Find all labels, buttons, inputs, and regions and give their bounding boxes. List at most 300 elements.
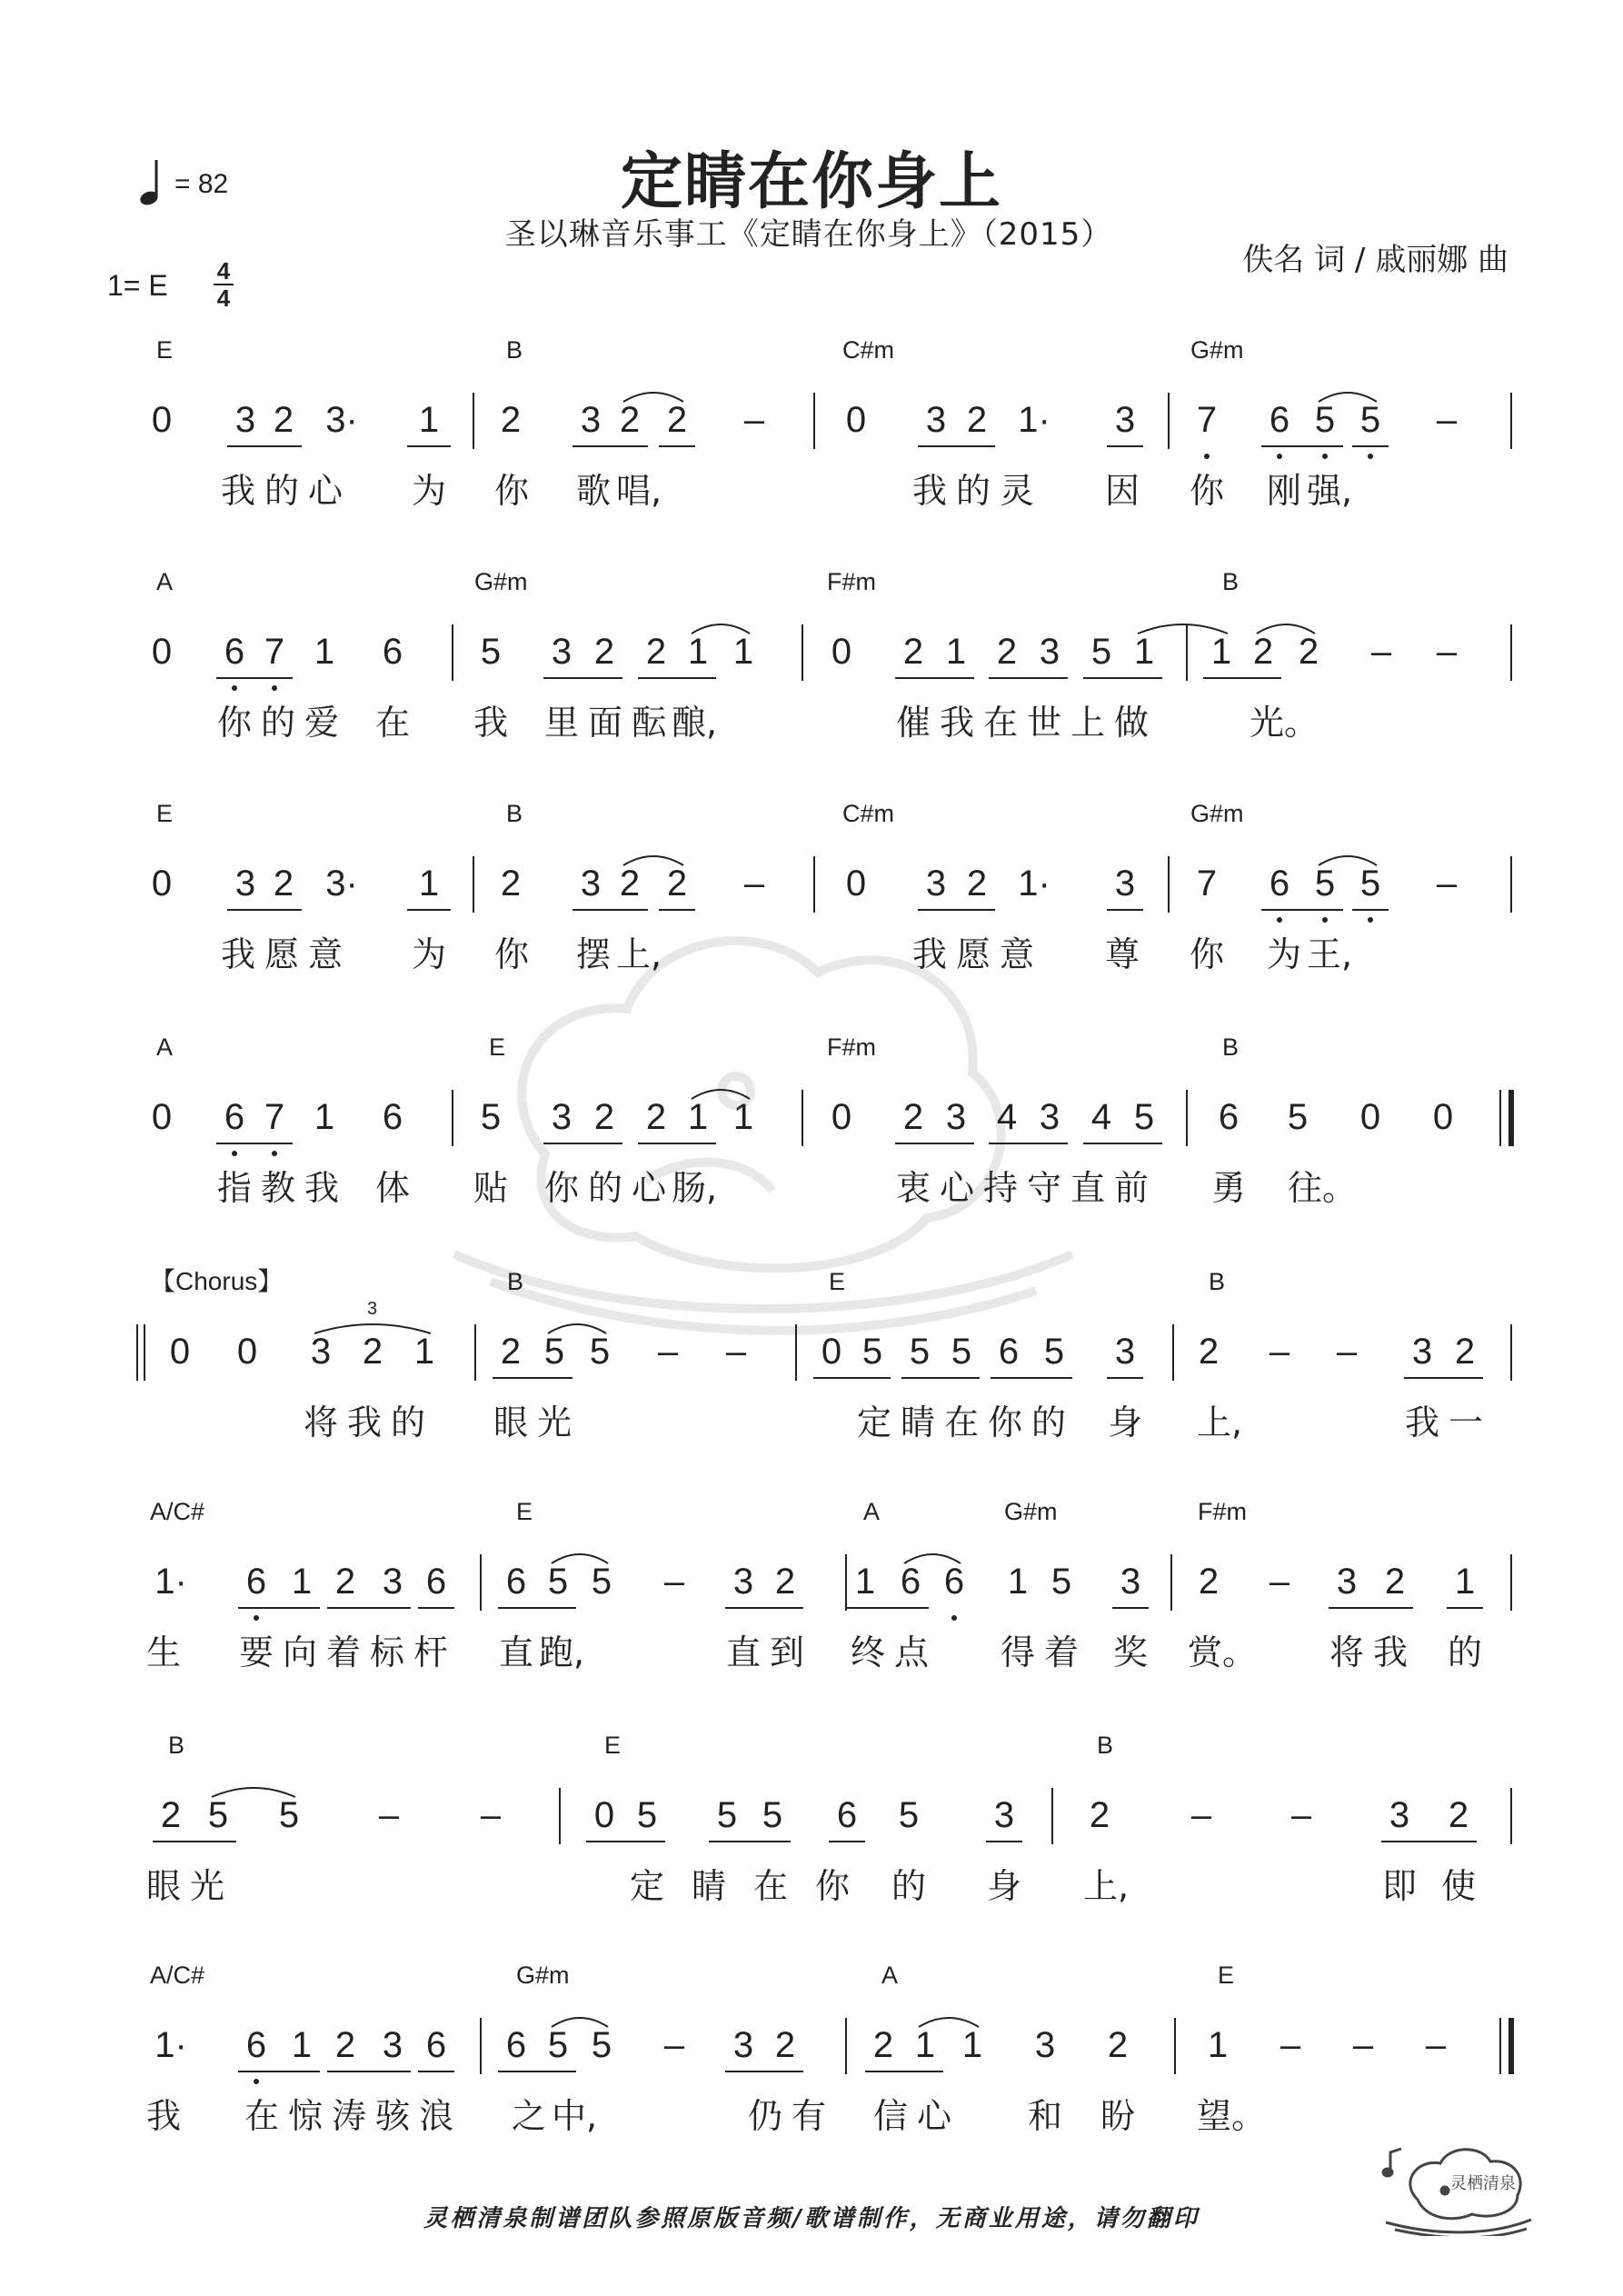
lyric: 刚 xyxy=(1266,471,1301,511)
lyric: 歌 xyxy=(575,471,611,511)
barline xyxy=(1168,393,1170,449)
barline xyxy=(1170,1554,1172,1611)
beam-underline xyxy=(1352,909,1389,911)
note: 3· xyxy=(325,863,358,903)
lyric: 的 xyxy=(1447,1632,1482,1672)
barline xyxy=(473,393,474,449)
note: 2 xyxy=(774,1562,796,1602)
beam-underline xyxy=(1404,1377,1483,1379)
note: 5 xyxy=(480,1097,502,1137)
barline xyxy=(1168,856,1170,913)
logo-text: 灵栖清泉 xyxy=(1450,2174,1516,2193)
note: 2 xyxy=(1252,632,1274,672)
note: 6 xyxy=(245,1562,267,1602)
chord-symbol: A xyxy=(863,1498,881,1525)
note: 3 xyxy=(732,2025,754,2065)
lyric: 着 xyxy=(1043,1632,1079,1672)
beam-underline xyxy=(659,445,695,447)
subtitle: 圣以琳音乐事工《定睛在你身上》（2015） xyxy=(504,216,1113,253)
note: 6 xyxy=(1269,863,1290,903)
beam-underline xyxy=(238,1607,320,1609)
note: 1· xyxy=(154,2025,187,2065)
footer-notice: 灵栖清泉制谱团队参照原版音频/歌谱制作，无商业用途，请勿翻印 xyxy=(423,2205,1200,2232)
note: 6 xyxy=(943,1562,965,1602)
lyric: 的 xyxy=(260,703,295,743)
note: 6 xyxy=(425,2025,447,2065)
note: 2 xyxy=(1298,632,1319,672)
note: 2 xyxy=(619,400,641,440)
note: 3 xyxy=(945,1097,967,1137)
lyric: 你 xyxy=(987,1403,1022,1442)
note: 5 xyxy=(1314,400,1336,440)
beam-underline xyxy=(573,445,648,447)
lyric: 唱, xyxy=(616,471,662,511)
beam-underline xyxy=(989,1143,1068,1144)
slur-mark xyxy=(621,847,686,869)
lyric: 到 xyxy=(769,1632,804,1672)
note: 2 xyxy=(902,632,924,672)
final-barline xyxy=(1499,1090,1501,1146)
note: 5 xyxy=(636,1795,658,1835)
slur-mark xyxy=(549,1545,611,1567)
chord-symbol: B xyxy=(506,800,523,827)
tempo-value: = 82 xyxy=(174,169,229,199)
note: 5 xyxy=(1359,400,1381,440)
lyric: 将 xyxy=(1329,1632,1364,1672)
lyric: 直 xyxy=(1070,1168,1105,1208)
lyric: 光。 xyxy=(1250,703,1319,743)
note: – xyxy=(1290,1795,1312,1835)
chord-symbol: B xyxy=(1097,1732,1114,1759)
octave-dot xyxy=(272,685,277,691)
lyric: 点 xyxy=(893,1632,929,1672)
beam-underline xyxy=(1107,445,1143,447)
lyric: 将 xyxy=(303,1403,338,1442)
note: 6 xyxy=(998,1332,1020,1372)
lyric: 我 xyxy=(220,934,255,974)
lyric: 我 xyxy=(220,471,255,511)
beam-underline xyxy=(216,1143,293,1144)
note: 0 xyxy=(593,1795,615,1835)
beam-underline xyxy=(895,1143,974,1144)
lyric: 我 xyxy=(304,1168,339,1208)
note: 2 xyxy=(774,2025,796,2065)
note: 2 xyxy=(500,863,522,903)
note: 5 xyxy=(543,1332,565,1372)
beam-underline xyxy=(1261,445,1343,447)
beam-underline xyxy=(829,1841,865,1842)
octave-dot xyxy=(254,2079,259,2084)
barline xyxy=(795,1324,797,1381)
lyric: 我 xyxy=(473,703,508,743)
lyric: 标 xyxy=(369,1632,404,1672)
beam-underline xyxy=(1329,1607,1413,1609)
beam-underline xyxy=(238,2071,320,2072)
lyric: 光 xyxy=(536,1403,572,1442)
note: 6 xyxy=(382,1097,403,1137)
lyric: 里 xyxy=(543,703,579,743)
chord-symbol: B xyxy=(1209,1268,1226,1295)
note: 3 xyxy=(310,1332,332,1372)
beam-underline xyxy=(1261,909,1343,911)
note: 6 xyxy=(505,1562,527,1602)
lyric: 上 xyxy=(1070,703,1105,743)
chord-symbol: A/C# xyxy=(150,1498,205,1525)
note: 2 xyxy=(619,863,641,903)
note: – xyxy=(1269,1332,1290,1372)
chord-symbol: C#m xyxy=(842,336,895,364)
note: 1 xyxy=(854,1562,876,1602)
key-signature: 1= E xyxy=(107,269,168,302)
beam-underline xyxy=(725,2071,803,2072)
lyric: 做 xyxy=(1113,703,1149,743)
lyric: 盼 xyxy=(1100,2096,1135,2136)
slur-mark xyxy=(209,1779,298,1801)
note: 1 xyxy=(291,1562,313,1602)
lyric: 面 xyxy=(587,703,622,743)
start-repeat-barline xyxy=(136,1324,138,1381)
lyric: 涛 xyxy=(331,2096,366,2136)
slur-mark xyxy=(689,1081,752,1103)
note: 5 xyxy=(898,1795,920,1835)
chord-symbol: B xyxy=(506,336,523,364)
lyric: 世 xyxy=(1026,703,1061,743)
beam-underline xyxy=(725,1607,803,1609)
note: 2 xyxy=(1198,1562,1220,1602)
lyric: 愿 xyxy=(264,934,299,974)
octave-dot xyxy=(1368,454,1373,459)
octave-dot xyxy=(1368,917,1373,923)
note: 3 xyxy=(1411,1332,1433,1372)
note: 5 xyxy=(861,1332,883,1372)
beam-underline xyxy=(418,1607,454,1609)
chord-symbol: E xyxy=(489,1033,506,1061)
barline xyxy=(802,624,803,681)
lyric: 我 xyxy=(939,703,974,743)
note: 3· xyxy=(325,400,358,440)
lyric: 酿, xyxy=(672,703,718,743)
note: – xyxy=(1436,400,1458,440)
lyric: 你 xyxy=(216,703,252,743)
beam-underline xyxy=(498,2071,576,2072)
beam-underline xyxy=(991,1377,1072,1379)
note: 0 xyxy=(1432,1097,1454,1137)
note: 5 xyxy=(591,2025,612,2065)
lyric: 在 xyxy=(244,2096,279,2136)
note: 3 xyxy=(993,1795,1015,1835)
lyric: 你 xyxy=(1189,471,1224,511)
barline xyxy=(474,1324,476,1381)
slur-mark xyxy=(916,2009,981,2031)
beam-underline xyxy=(1447,1607,1483,1609)
chord-symbol: G#m xyxy=(474,568,528,595)
note: 2 xyxy=(645,632,667,672)
note: 6 xyxy=(382,632,403,672)
note: 3 xyxy=(551,632,573,672)
lyric: 你 xyxy=(1189,934,1224,974)
note: 3 xyxy=(1039,1097,1060,1137)
note: 7 xyxy=(264,632,285,672)
note: 2 xyxy=(1448,1795,1469,1835)
note: 5 xyxy=(547,2025,569,2065)
chord-symbol: B xyxy=(1222,1033,1240,1061)
lyric: 杆 xyxy=(413,1632,448,1672)
chord-symbol: E xyxy=(156,800,174,827)
lyric: 跑, xyxy=(539,1632,585,1672)
slur-mark xyxy=(1316,847,1379,869)
beam-underline xyxy=(918,445,995,447)
barline xyxy=(813,856,815,913)
octave-dot xyxy=(1277,454,1282,459)
note: 3 xyxy=(1336,1562,1358,1602)
lyric: 教 xyxy=(260,1168,295,1208)
note: 5 xyxy=(207,1795,229,1835)
note: 2 xyxy=(1198,1332,1220,1372)
lyric: 我 xyxy=(1404,1403,1439,1442)
lyric: 因 xyxy=(1104,471,1140,511)
barline xyxy=(1051,1788,1053,1844)
note: 3 xyxy=(234,400,256,440)
lyric: 眼 xyxy=(493,1403,528,1442)
lyric: 向 xyxy=(282,1632,317,1672)
note: 5 xyxy=(1043,1332,1065,1372)
lyric: 身 xyxy=(986,1866,1021,1906)
lyric: 愿 xyxy=(955,934,991,974)
beam-underline xyxy=(918,909,995,911)
beam-underline xyxy=(1107,1377,1143,1379)
note: 5 xyxy=(1287,1097,1309,1137)
slur-mark xyxy=(901,1545,963,1567)
barline xyxy=(1510,856,1512,913)
lyric: 定 xyxy=(856,1403,891,1442)
note: 2 xyxy=(273,863,294,903)
beam-underline xyxy=(847,1607,929,1609)
lyric: 在 xyxy=(752,1866,788,1906)
note: 0 xyxy=(169,1332,191,1372)
octave-dot xyxy=(1204,454,1210,459)
chord-symbol: G#m xyxy=(1190,800,1244,827)
lyric: 我 xyxy=(145,2096,181,2136)
lyric: 上, xyxy=(1083,1866,1130,1906)
lyric: 上, xyxy=(616,934,662,974)
beam-underline xyxy=(573,909,648,911)
note: 3 xyxy=(580,400,602,440)
chord-symbol: E xyxy=(829,1268,846,1295)
credits: 佚名 词 / 戚丽娜 曲 xyxy=(1242,242,1508,278)
chord-symbol: G#m xyxy=(1190,336,1244,364)
note: 3 xyxy=(732,1562,754,1602)
note: 1 xyxy=(732,1097,754,1137)
lyric: 在 xyxy=(982,703,1018,743)
page-title: 定睛在你身上 xyxy=(620,146,1002,218)
lyric: 着 xyxy=(325,1632,361,1672)
final-barline xyxy=(1499,2018,1501,2074)
note: 2 xyxy=(500,1332,522,1372)
note: 7 xyxy=(264,1097,285,1137)
lyric: 望。 xyxy=(1197,2096,1267,2136)
note: – xyxy=(657,1332,679,1372)
lyric: 在 xyxy=(943,1403,979,1442)
note: 2 xyxy=(362,1332,383,1372)
lyric: 体 xyxy=(374,1168,410,1208)
lyric: 直 xyxy=(498,1632,533,1672)
note: 2 xyxy=(902,1097,924,1137)
chord-symbol: B xyxy=(1222,568,1240,595)
octave-dot xyxy=(1322,454,1328,459)
note: 3 xyxy=(382,2025,403,2065)
lyric: 爱 xyxy=(304,703,339,743)
beam-underline xyxy=(493,1377,573,1379)
beam-underline xyxy=(709,1841,791,1842)
note: 2 xyxy=(666,400,688,440)
barline xyxy=(452,624,453,681)
lyric: 要 xyxy=(238,1632,274,1672)
beam-underline xyxy=(638,1143,716,1144)
lyric: 得 xyxy=(1000,1632,1035,1672)
lyric: 赏。 xyxy=(1188,1632,1258,1672)
chord-symbol: B xyxy=(507,1268,524,1295)
note: 2 xyxy=(1089,1795,1110,1835)
note: 1 xyxy=(314,632,335,672)
beam-underline xyxy=(216,677,293,679)
beam-underline xyxy=(153,1841,236,1842)
note: 2 xyxy=(160,1795,182,1835)
note: 5 xyxy=(716,1795,738,1835)
note: 1 xyxy=(687,1097,709,1137)
lyric: 的 xyxy=(390,1403,425,1442)
lyric: 直 xyxy=(725,1632,761,1672)
lyric: 的 xyxy=(955,471,991,511)
slur-mark xyxy=(549,2009,611,2031)
lyric: 之 xyxy=(511,2096,546,2136)
note: 3 xyxy=(1389,1795,1410,1835)
note: – xyxy=(1436,863,1458,903)
lyric: 为 xyxy=(1266,934,1301,974)
lyric: 奖 xyxy=(1112,1632,1148,1672)
lyric: 持 xyxy=(982,1168,1018,1208)
note: 0 xyxy=(236,1332,258,1372)
beam-underline xyxy=(227,445,302,447)
note: 3 xyxy=(1034,2025,1056,2065)
note: 2 xyxy=(1384,1562,1406,1602)
barline xyxy=(1186,1090,1188,1146)
lyric: 你 xyxy=(814,1866,850,1906)
beam-underline xyxy=(989,677,1068,679)
note: 1 xyxy=(418,400,440,440)
note: 0 xyxy=(845,400,867,440)
note: 0 xyxy=(831,1097,852,1137)
barline xyxy=(480,1554,482,1611)
beam-underline xyxy=(865,2071,943,2072)
note: – xyxy=(743,863,765,903)
barline xyxy=(845,1554,847,1611)
note: 4 xyxy=(996,1097,1018,1137)
note: 3 xyxy=(1114,1332,1136,1372)
note: 7 xyxy=(1196,863,1218,903)
note: – xyxy=(480,1795,502,1835)
note: 3 xyxy=(1039,632,1060,672)
lyric: 眼 xyxy=(145,1866,181,1906)
note: – xyxy=(663,1562,685,1602)
note: 1 xyxy=(732,632,754,672)
note: 6 xyxy=(900,1562,921,1602)
note: 1· xyxy=(1018,863,1050,903)
note: 5 xyxy=(1090,632,1112,672)
lyric: 你 xyxy=(493,471,529,511)
lyric: 的 xyxy=(1031,1403,1066,1442)
note: 6 xyxy=(245,2025,267,2065)
barline xyxy=(1172,1324,1174,1381)
lyric: 睛 xyxy=(900,1403,935,1442)
barline xyxy=(1510,1554,1512,1611)
note: 5 xyxy=(1050,1562,1072,1602)
slur-mark xyxy=(621,384,686,405)
note: 2 xyxy=(666,863,688,903)
barline xyxy=(480,2018,482,2074)
note: 1 xyxy=(961,2025,983,2065)
lyric: 有 xyxy=(791,2096,826,2136)
note: 5 xyxy=(762,1795,783,1835)
note: – xyxy=(1425,2025,1447,2065)
note: 5 xyxy=(909,1332,931,1372)
beam-underline xyxy=(327,2071,411,2072)
lyric: 信 xyxy=(872,2096,908,2136)
note: 0 xyxy=(151,632,173,672)
note: 0 xyxy=(831,632,852,672)
note: – xyxy=(1336,1332,1358,1372)
lyric: 尊 xyxy=(1104,934,1140,974)
note: 1· xyxy=(154,1562,187,1602)
note: 3 xyxy=(234,863,256,903)
note: 7 xyxy=(1196,400,1218,440)
lyric: 生 xyxy=(145,1632,181,1672)
note: 5 xyxy=(480,632,502,672)
note: 2 xyxy=(645,1097,667,1137)
note: 5 xyxy=(278,1795,300,1835)
octave-dot xyxy=(232,685,237,691)
lyric: 骇 xyxy=(374,2096,410,2136)
lyric: 心 xyxy=(916,2096,951,2136)
lyric: 肠, xyxy=(672,1168,718,1208)
lyric: 睛 xyxy=(691,1866,726,1906)
lyric: 的 xyxy=(587,1168,622,1208)
octave-dot xyxy=(951,1615,957,1621)
beam-underline xyxy=(1107,909,1143,911)
note: 0 xyxy=(821,1332,842,1372)
note: 6 xyxy=(224,632,245,672)
beam-underline xyxy=(407,909,451,911)
barline xyxy=(473,856,474,913)
chord-symbol: A xyxy=(156,1033,174,1061)
lyric: 灵 xyxy=(999,471,1034,511)
beam-underline xyxy=(227,909,302,911)
octave-dot xyxy=(272,1151,277,1156)
slur-mark xyxy=(689,615,752,637)
beam-underline xyxy=(498,1607,576,1609)
note: 2 xyxy=(273,400,294,440)
note: 1 xyxy=(1133,632,1155,672)
note: 3 xyxy=(551,1097,573,1137)
slur-mark xyxy=(1135,615,1230,637)
lyric: 意 xyxy=(307,934,343,974)
barline xyxy=(1510,1788,1512,1844)
lyric: 定 xyxy=(629,1866,664,1906)
lyric: 的 xyxy=(264,471,299,511)
barline xyxy=(1174,2018,1176,2074)
lyric: 摆 xyxy=(575,934,611,974)
beam-underline xyxy=(1083,677,1162,679)
note: 2 xyxy=(1107,2025,1129,2065)
